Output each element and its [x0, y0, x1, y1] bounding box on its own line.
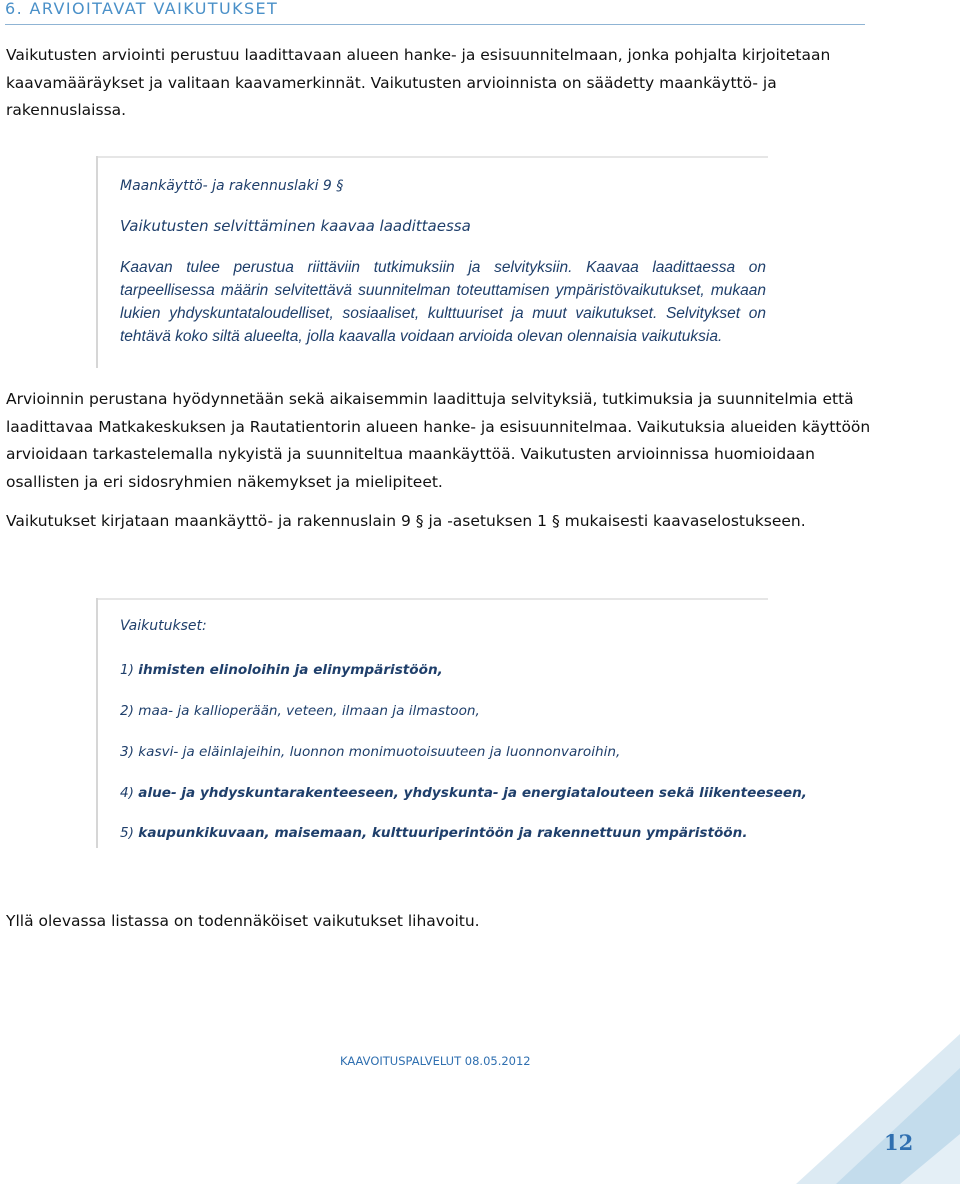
- intro-paragraph-block: [6, 42, 876, 125]
- impact-item-text: kaupunkikuvaan, maisemaan, kulttuuriperintöön ja rakennettuun ympäristöön.: [138, 825, 748, 841]
- impacts-box-top-rule: [98, 598, 768, 600]
- impact-item-text: maa- ja kallioperään, veteen, ilmaan ja ilmastoon,: [138, 703, 480, 719]
- page-number: 12: [884, 1130, 914, 1155]
- section-heading: 6. ARVIOITAVAT VAIKUTUKSET: [5, 0, 279, 18]
- section-heading-bar: [5, 0, 865, 25]
- recording-paragraph: Vaikutukset kirjataan maankäyttö- ja rakennuslain 9 § ja -asetuksen 1 § mukaisesti kaavaselostukseen.: [6, 512, 806, 530]
- impact-item-text: kasvi- ja eläinlajeihin, luonnon monimuotoisuuteen ja luonnonvaroihin,: [138, 744, 621, 760]
- corner-decoration: [750, 1034, 960, 1184]
- footer-label: KAAVOITUSPALVELUT 08.05.2012: [340, 1054, 531, 1068]
- impact-item-number: 4): [120, 785, 134, 801]
- impact-item: [120, 785, 807, 801]
- recording-paragraph-block: [6, 508, 876, 536]
- impact-item: [120, 703, 480, 719]
- impact-item-number: 5): [120, 825, 134, 841]
- intro-paragraph: Vaikutusten arviointi perustuu laadittavaan alueen hanke- ja esisuunnitelmaan, jonka pohjalta kirjoitetaan kaavamääräykset ja valitaan kaavamerkinnät. Vaikutusten arvioinnista on säädetty maankäyttö- ja rakennuslaissa.: [6, 46, 831, 119]
- quote-box-top-rule: [98, 156, 768, 158]
- impact-item: [120, 662, 443, 678]
- basis-paragraph: Arvioinnin perustana hyödynnetään sekä aikaisemmin laadittuja selvityksiä, tutkimuksia ja suunnitelmia että laadittavaa Matkakeskuksen ja Rautatientorin alueen hanke- ja esisuunnitelmaa. Vaikutuksia alueiden käyttöön arvioidaan tarkastelemalla nykyistä ja suunniteltua maankäyttöä. Vaikutusten arvioinnissa huomioidaan osallisten ja eri sidosryhmien näkemykset ja mielipiteet.: [6, 390, 871, 491]
- closing-note: Yllä olevassa listassa on todennäköiset vaikutukset lihavoitu.: [6, 912, 480, 930]
- closing-note-block: [6, 908, 876, 936]
- impact-item-number: 3): [120, 744, 134, 760]
- impacts-box: [96, 598, 807, 848]
- impact-item-number: 2): [120, 703, 134, 719]
- impact-item: [120, 744, 620, 760]
- impacts-title: Vaikutukset:: [120, 618, 207, 634]
- law-reference: Maankäyttö- ja rakennuslaki 9 §: [120, 178, 344, 194]
- law-quote-text: Kaavan tulee perustua riittäviin tutkimuksiin ja selvityksiin. Kaavaa laadittaessa on tarpeellisessa määrin selvitettävä suunnitelman toteuttamisen ympäristövaikutukset, mukaan lukien yhdyskuntataloudelliset, sosiaaliset, kulttuuriset ja muut vaikutukset. Selvitykset on tehtävä koko siltä alueelta, jolla kaavalla voidaan arvioida olevan olennaisia vaikutuksia.: [120, 259, 766, 345]
- law-section-title: Vaikutusten selvittäminen kaavaa laadittaessa: [120, 217, 471, 235]
- basis-paragraph-block: [6, 386, 876, 496]
- impact-item-text: alue- ja yhdyskuntarakenteeseen, yhdyskunta- ja energiatalouteen sekä liikenteeseen,: [138, 785, 807, 801]
- law-quote-box: [96, 156, 768, 368]
- impact-item: [120, 825, 747, 841]
- impact-item-number: 1): [120, 662, 134, 678]
- impact-item-text: ihmisten elinoloihin ja elinympäristöön,: [138, 662, 443, 678]
